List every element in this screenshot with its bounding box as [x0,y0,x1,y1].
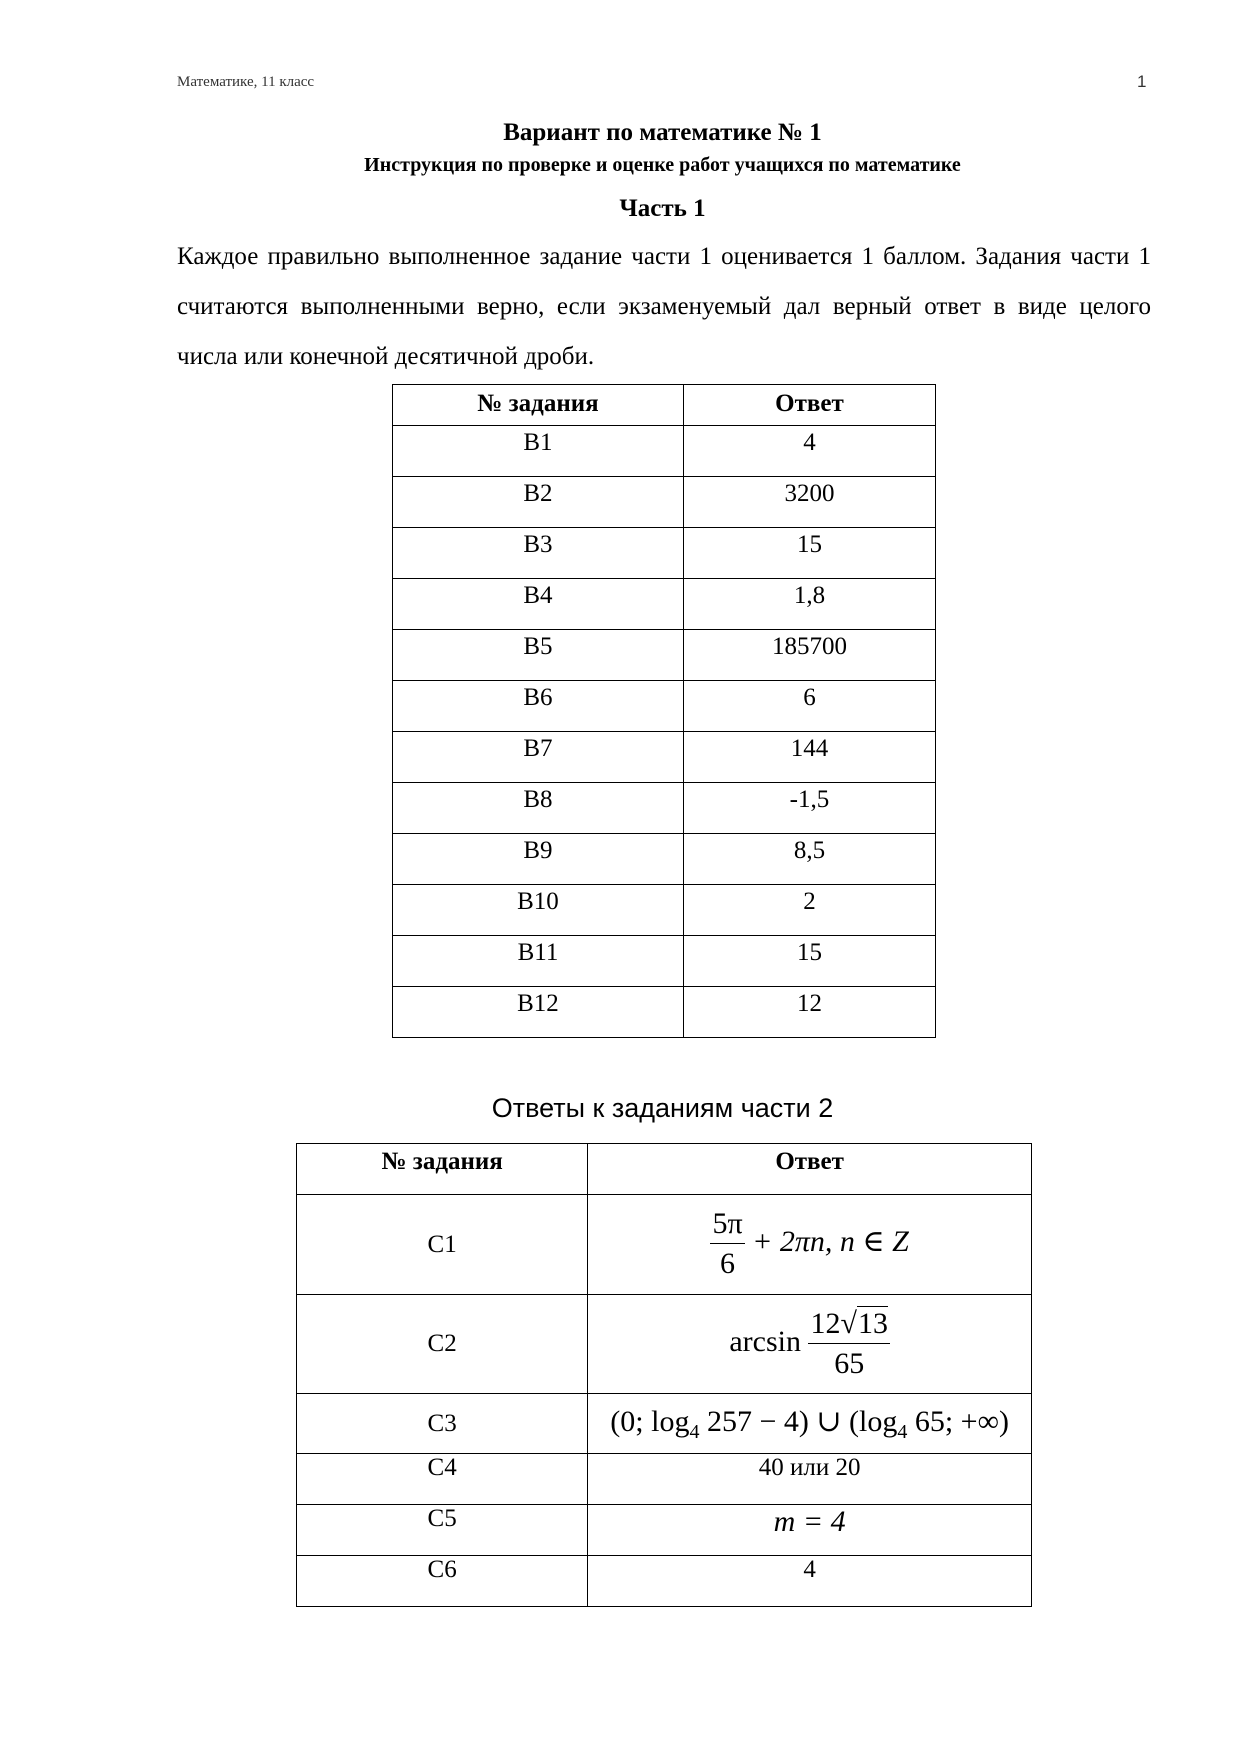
fraction-numerator: 5π [710,1205,744,1244]
table-row [393,732,936,783]
answer-cell [588,1295,1032,1394]
column-header-task: № задания [393,385,684,426]
table-row [393,987,936,1038]
table-header-row [393,385,936,426]
table-row [297,1295,1032,1394]
task-cell: C2 [297,1295,588,1394]
task-cell: B11 [393,936,684,987]
answer-cell: 1,8 [683,579,935,630]
table-row [393,630,936,681]
task-cell: B8 [393,783,684,834]
answer-cell [588,1394,1032,1454]
table-row [297,1505,1032,1556]
table-row [297,1454,1032,1505]
answer-cell: 15 [683,936,935,987]
page-number: 1 [1137,72,1147,91]
fraction-denominator: 6 [720,1247,736,1280]
part2-answers-table [296,1143,1032,1607]
answer-cell: 185700 [683,630,935,681]
task-cell: B4 [393,579,684,630]
table-row [393,528,936,579]
task-cell: C4 [297,1454,588,1505]
answer-cell [588,1195,1032,1295]
table-row [393,783,936,834]
table-row [393,681,936,732]
part-heading: Часть 1 [619,195,706,222]
running-header: Математике, 11 класс [177,74,315,90]
part1-answers-table [392,384,936,1038]
task-cell: B7 [393,732,684,783]
task-cell: B2 [393,477,684,528]
task-cell: B5 [393,630,684,681]
task-cell: B1 [393,426,684,477]
answer-cell: 40 или 20 [588,1454,1032,1505]
answer-cell: 4 [683,426,935,477]
intro-paragraph: Каждое правильно выполненное задание части 1 оценивается 1 баллом. Задания части 1 считаются выполненными верно, если экзаменуемый дал верный ответ в виде целого числа или конечной десятичной дроби. [177,243,1151,370]
formula-c3: (0; $\log_4 257 - 4$) ∪ ($\log_4$ 65; +∞) [610,1404,1009,1443]
formula-function: arcsin [729,1324,801,1358]
task-cell: C3 [297,1394,588,1454]
answer-cell: 2 [683,885,935,936]
answer-cell: -1,5 [683,783,935,834]
table-row [297,1195,1032,1295]
task-cell: C6 [297,1556,588,1607]
task-cell: B12 [393,987,684,1038]
formula-rest: + 2πn, n ∈ Z [752,1225,909,1259]
table-row [393,579,936,630]
task-cell: B3 [393,528,684,579]
table-row [393,426,936,477]
task-cell: C5 [297,1505,588,1556]
table-row [393,834,936,885]
answer-cell: 4 [588,1556,1032,1607]
numerator-coefficient: 12 [810,1306,841,1340]
table-header-row [297,1144,1032,1195]
answer-cell: 6 [683,681,935,732]
table-row [393,477,936,528]
part2-heading: Ответы к заданиям части 2 [491,1093,834,1123]
formula-c2: arcsin $\frac{12√13}{65}$ [729,1325,890,1358]
document-subtitle: Инструкция по проверке и оценке работ учащихся по математике [364,154,961,176]
numerator-radicand: 13 [857,1306,888,1340]
document-title: Вариант по математике № 1 [503,119,822,146]
answer-cell [588,1505,1032,1556]
column-header-answer: Ответ [588,1144,1032,1195]
formula-c5: m = 4 [773,1505,846,1538]
table-row [393,936,936,987]
task-cell: C1 [297,1195,588,1295]
table-row [297,1556,1032,1607]
answer-cell: 144 [683,732,935,783]
answer-cell: 15 [683,528,935,579]
task-cell: B6 [393,681,684,732]
column-header-task: № задания [297,1144,588,1195]
answer-cell: 3200 [683,477,935,528]
answer-cell: 12 [683,987,935,1038]
task-cell: B10 [393,885,684,936]
column-header-answer: Ответ [683,385,935,426]
task-cell: B9 [393,834,684,885]
fraction-denominator: 65 [834,1346,865,1380]
table-row [393,885,936,936]
table-row [297,1394,1032,1454]
answer-cell: 8,5 [683,834,935,885]
